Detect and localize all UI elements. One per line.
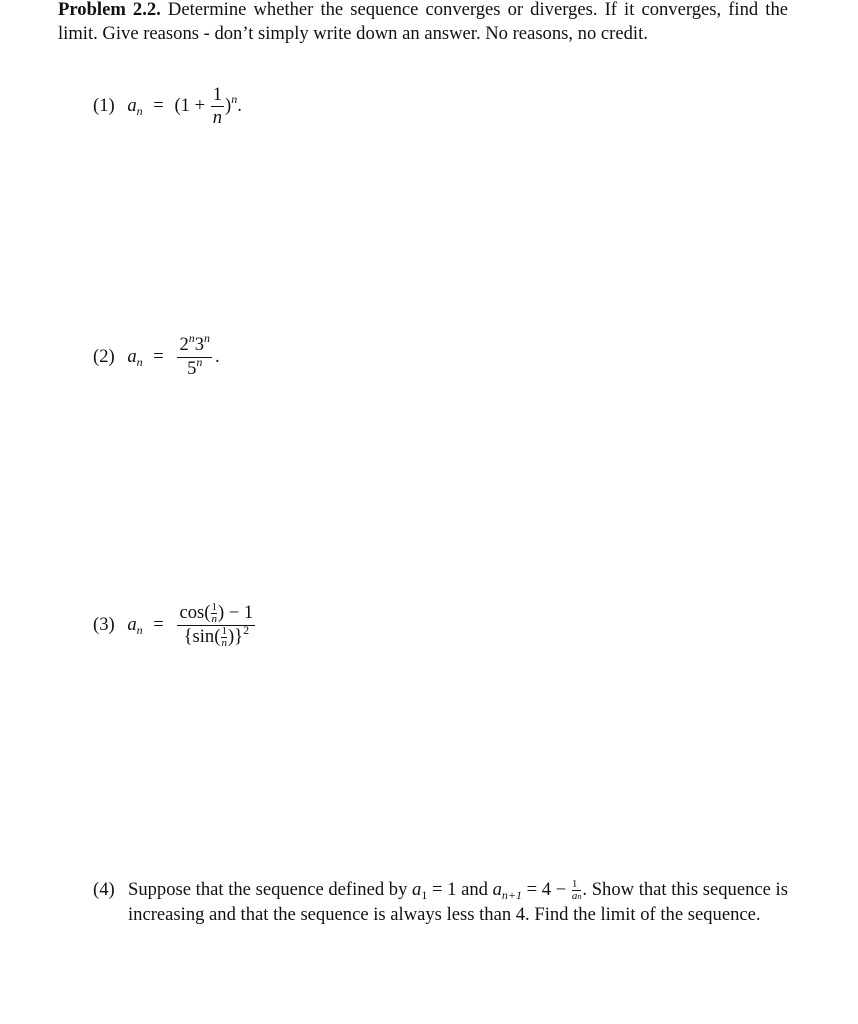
part-1-end: . <box>237 94 242 116</box>
problem-heading: Problem 2.2. <box>58 0 161 20</box>
part-1-open: (1 + <box>174 94 206 116</box>
part-1-lhs-var: a <box>127 94 137 116</box>
part-2-label: (2) <box>93 345 115 367</box>
part-2-num-a-pow: n <box>188 331 195 345</box>
part-2-frac-num <box>177 331 212 357</box>
part-3-num-tail: ) − 1 <box>217 602 254 623</box>
part-4-rec-eq: = 4 − <box>526 879 567 900</box>
part-3-num-arg-top: 1 <box>211 601 217 614</box>
part-3-den-pow: 2 <box>243 623 250 638</box>
part-4-text-b: . Show that this sequence is increasing and that the sequence is always less than 4. Find the limit of the sequence. <box>128 879 788 926</box>
part-4 <box>93 878 788 928</box>
part-1-label: (1) <box>93 94 115 116</box>
part-1-close: ) <box>225 94 232 116</box>
part-2-den: 5 <box>187 358 197 379</box>
part-1-power: n <box>231 91 238 106</box>
part-4-rec-frac-den-sub: n <box>577 892 582 902</box>
problem-statement <box>58 0 788 47</box>
part-4-rec-frac <box>572 879 582 902</box>
part-3-frac-num <box>177 602 255 625</box>
part-2-num-b: 3 <box>194 334 205 355</box>
part-4-a1-eq: = 1 and <box>431 879 488 900</box>
part-3-num-arg-bot: n <box>211 613 217 626</box>
part-3-den-tail: )} <box>227 626 244 648</box>
part-2-num-b-pow: n <box>204 331 211 345</box>
part-2-lhs-var: a <box>127 345 137 367</box>
part-2-fraction <box>177 331 212 381</box>
part-4-rec-frac-num: 1 <box>571 878 578 891</box>
part-3-den-func: {sin( <box>183 626 221 648</box>
part-1-lhs-sub: n <box>136 103 143 118</box>
part-3-lhs-var: a <box>127 614 137 635</box>
part-1-eq: = <box>153 94 164 116</box>
part-2-num-a: 2 <box>179 334 189 355</box>
part-2-frac-den <box>177 355 212 381</box>
part-3-lhs-sub: n <box>136 623 143 637</box>
part-2-end: . <box>215 345 220 367</box>
part-3-label: (3) <box>93 614 115 635</box>
part-1-frac-num: 1 <box>212 84 223 105</box>
part-4-a1-var: a <box>412 879 422 900</box>
part-3-den-arg-bot: n <box>221 637 227 650</box>
part-4-text-a: Suppose that the sequence defined by <box>128 879 408 900</box>
part-3-num-arg <box>211 602 217 625</box>
part-3-den-arg <box>221 626 227 649</box>
part-1-fraction <box>211 84 224 129</box>
part-3-num-func: cos( <box>179 602 211 623</box>
part-2-lhs-sub: n <box>136 354 143 369</box>
part-4-rec-frac-den-wrap <box>572 891 582 902</box>
part-2-den-pow: n <box>196 355 203 369</box>
part-3-frac-den <box>177 623 255 650</box>
part-4-text <box>128 878 788 928</box>
part-1-frac-den: n <box>212 107 223 128</box>
part-3-eq: = <box>153 614 164 635</box>
part-4-rec-sub: n+1 <box>501 888 522 902</box>
part-2-eq: = <box>153 345 164 367</box>
part-3-fraction <box>177 602 255 649</box>
part-2 <box>93 331 220 381</box>
part-4-a1-sub: 1 <box>421 888 428 902</box>
part-1 <box>93 84 242 129</box>
part-4-rec-var: a <box>492 879 502 900</box>
problem-intro: Determine whether the sequence converges or diverges. If it converges, find the limit. Give reasons - don’t simply write down an answer. No reasons, no credit. <box>58 0 788 45</box>
part-3-den-arg-top: 1 <box>221 625 227 638</box>
part-4-label: (4) <box>93 879 115 900</box>
part-4-rec-frac-den: a <box>571 890 578 903</box>
part-3 <box>93 602 258 649</box>
